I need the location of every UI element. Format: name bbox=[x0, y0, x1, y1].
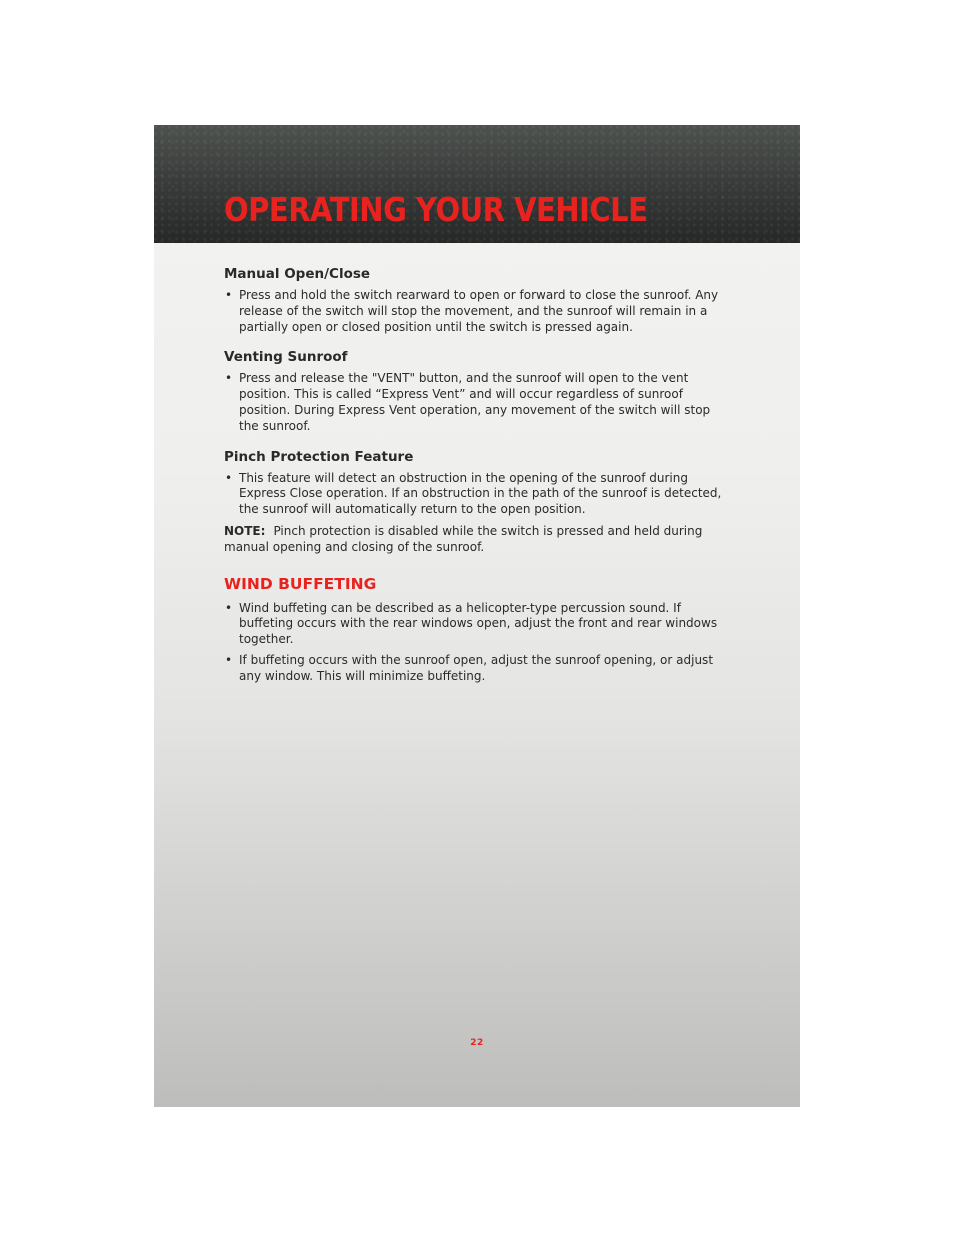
pinch-protection-heading: Pinch Protection Feature bbox=[224, 448, 414, 465]
bullet-icon: • bbox=[225, 600, 233, 615]
list-item bbox=[224, 601, 730, 648]
page-title: OPERATING YOUR VEHICLE bbox=[224, 191, 648, 230]
bullet-icon: • bbox=[225, 652, 233, 667]
list-item-text: If buffeting occurs with the sunroof open, adjust the sunroof opening, or adjust any window. This will minimize buffeting. bbox=[239, 652, 714, 683]
bullet-icon: • bbox=[225, 371, 233, 386]
note-label: NOTE: bbox=[224, 523, 266, 538]
wind-buffeting-list bbox=[224, 601, 730, 685]
list-item bbox=[224, 288, 730, 335]
manual-page bbox=[154, 125, 800, 1107]
venting-sunroof-heading: Venting Sunroof bbox=[224, 349, 348, 366]
list-item-text: This feature will detect an obstruction in the opening of the sunroof during Express Close operation. If an obstruction in the path of the sunroof is detected, the sunroof will automatically return to the open position. bbox=[239, 470, 722, 517]
list-item bbox=[224, 653, 730, 685]
note-paragraph bbox=[224, 524, 730, 556]
header-band bbox=[154, 125, 800, 243]
bullet-icon: • bbox=[225, 470, 233, 485]
list-item-text: Press and release the "VENT" button, and the sunroof will open to the vent position. This is called “Express Vent” and will occur regardless of sunroof position. During Express Vent operation, any movement of the switch will stop the sunroof. bbox=[239, 371, 711, 433]
list-item bbox=[224, 471, 730, 518]
wind-buffeting-heading: WIND BUFFETING bbox=[224, 574, 377, 593]
note-text: Pinch protection is disabled while the switch is pressed and held during manual opening and closing of the sunroof. bbox=[224, 523, 703, 554]
list-item-text: Press and hold the switch rearward to open or forward to close the sunroof. Any release of the switch will stop the movement, and the sunroof will remain in a partially open or closed position until the switch is pressed again. bbox=[239, 288, 719, 334]
bullet-icon: • bbox=[225, 288, 233, 302]
list-item bbox=[224, 371, 730, 434]
manual-open-close-list bbox=[224, 288, 730, 335]
pinch-protection-list bbox=[224, 471, 730, 518]
page-number: 22 bbox=[470, 1038, 484, 1048]
page-content bbox=[224, 265, 730, 698]
list-item-text: Wind buffeting can be described as a helicopter-type percussion sound. If buffeting occurs with the rear windows open, adjust the front and rear windows together. bbox=[239, 600, 718, 647]
venting-sunroof-list bbox=[224, 371, 730, 434]
manual-open-close-heading: Manual Open/Close bbox=[224, 266, 371, 282]
